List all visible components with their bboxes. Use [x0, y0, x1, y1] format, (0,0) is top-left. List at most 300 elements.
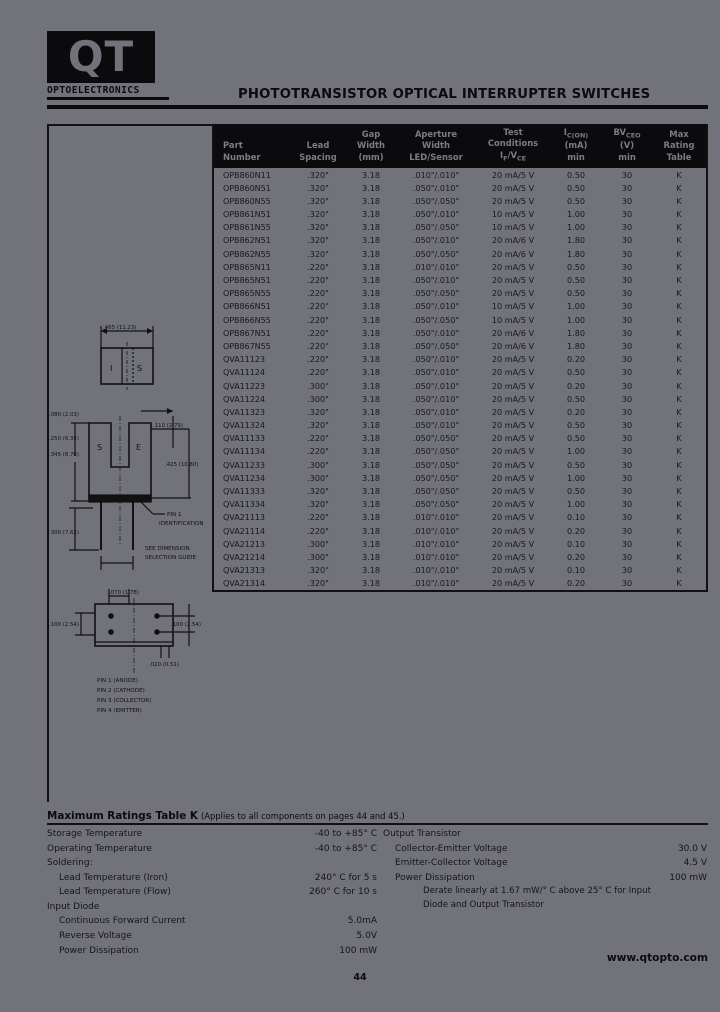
cell-part-number: QVA21114 [223, 525, 265, 536]
cell-part-number: QVA21214 [223, 551, 265, 562]
cell-part-number: QVA21113 [223, 512, 265, 523]
cell-bv-ceo: 30 [621, 459, 633, 470]
cell-gap-width: 3.18 [361, 367, 381, 378]
cell-part-number: QVA11234 [223, 472, 265, 483]
cell-max-rating-table: K [676, 446, 682, 457]
rating-value: 5.0V [356, 931, 377, 942]
pin-legend-3: PIN 3 (COLLECTOR) [97, 698, 152, 704]
rating-line [47, 856, 377, 871]
cell-test-conditions: 20 mA/5 V [491, 525, 535, 536]
cell-lead-spacing: .220" [307, 340, 329, 351]
cell-gap-width: 3.18 [361, 578, 381, 589]
cell-test-conditions: 20 mA/5 V [491, 195, 535, 206]
website-link[interactable]: www.qtopto.com [606, 952, 708, 964]
cell-ic-on: 0.50 [566, 459, 586, 470]
dim-bottom-pin: .020 (0.51) [149, 662, 179, 668]
table-row [214, 366, 706, 379]
cell-bv-ceo: 30 [621, 406, 633, 417]
cell-bv-ceo: 30 [621, 182, 633, 193]
rating-label: Input Diode [47, 901, 100, 912]
cell-ic-on: 0.20 [566, 380, 586, 391]
cell-part-number: OPB861N55 [223, 222, 271, 233]
table-row [214, 313, 706, 326]
rating-line [47, 929, 377, 944]
rating-label: Lead Temperature (Iron) [59, 872, 168, 883]
table-row [214, 234, 706, 247]
cell-aperture-width: .050"/.010" [412, 327, 460, 338]
rating-label: Collector-Emitter Voltage [395, 843, 508, 854]
cell-part-number: QVA21313 [223, 565, 265, 576]
cell-bv-ceo: 30 [621, 327, 633, 338]
cell-ic-on: 1.80 [566, 235, 586, 246]
cell-max-rating-table: K [676, 340, 682, 351]
cell-part-number: OPB866N55 [223, 314, 271, 325]
cell-ic-on: 0.50 [566, 275, 586, 286]
cell-ic-on: 0.10 [566, 538, 586, 549]
cell-gap-width: 3.18 [361, 565, 381, 576]
column-header-aperture-width: Aperture Width LED/Sensor [396, 124, 476, 168]
cell-test-conditions: 20 mA/5 V [491, 433, 535, 444]
cell-bv-ceo: 30 [621, 235, 633, 246]
label-s-side: S [97, 443, 103, 452]
cell-part-number: QVA11324 [223, 420, 265, 431]
maximum-ratings-section [47, 810, 708, 958]
rating-line [47, 885, 377, 900]
cell-lead-spacing: .320" [307, 235, 329, 246]
derate-note: Derate linearly at 1.67 mW/° C above 25° C for Input [423, 886, 651, 897]
derate-note: Diode and Output Transistor [423, 900, 544, 911]
dim-bottom-top: .070 (1.78) [109, 590, 139, 596]
table-row [214, 564, 706, 577]
cell-bv-ceo: 30 [621, 578, 633, 589]
rating-line [383, 871, 707, 886]
rating-value: 240° C for 5 s [314, 872, 377, 883]
cell-aperture-width: .010"/.010" [412, 512, 460, 523]
table-row [214, 577, 706, 590]
cell-part-number: OPB860N11 [223, 169, 271, 180]
cell-max-rating-table: K [676, 433, 682, 444]
table-row [214, 168, 706, 181]
cell-max-rating-table: K [676, 354, 682, 365]
pin-legend-4: PIN 4 (EMITTER) [97, 708, 142, 714]
cell-lead-spacing: .320" [307, 248, 329, 259]
cell-bv-ceo: 30 [621, 340, 633, 351]
cell-ic-on: 0.50 [566, 367, 586, 378]
label-led-top: I [110, 364, 113, 373]
pin-legend-1: PIN 1 (ANODE) [97, 678, 138, 684]
cell-ic-on: 0.50 [566, 420, 586, 431]
cell-gap-width: 3.18 [361, 288, 381, 299]
table-row [214, 445, 706, 458]
cell-test-conditions: 10 mA/5 V [491, 301, 535, 312]
mechanical-drawings [49, 126, 209, 798]
cell-gap-width: 3.18 [361, 538, 381, 549]
cell-gap-width: 3.18 [361, 235, 381, 246]
cell-max-rating-table: K [676, 301, 682, 312]
rating-label: Soldering: [47, 858, 93, 869]
rating-line [47, 944, 377, 959]
rating-label: Emitter-Collector Voltage [395, 858, 508, 869]
cell-ic-on: 0.20 [566, 578, 586, 589]
cell-aperture-width: .050"/.010" [412, 209, 460, 220]
cell-gap-width: 3.18 [361, 420, 381, 431]
dim-side-left-a: .250 (6.35) [49, 436, 79, 442]
cell-ic-on: 0.50 [566, 195, 586, 206]
cell-test-conditions: 20 mA/5 V [491, 538, 535, 549]
cell-test-conditions: 20 mA/5 V [491, 354, 535, 365]
rating-line [47, 914, 377, 929]
cell-bv-ceo: 30 [621, 538, 633, 549]
cell-lead-spacing: .300" [307, 393, 329, 404]
cell-part-number: QVA11124 [223, 367, 265, 378]
cell-lead-spacing: .300" [307, 459, 329, 470]
cell-bv-ceo: 30 [621, 222, 633, 233]
cell-aperture-width: .050"/.050" [412, 195, 460, 206]
part-selection-table [212, 124, 708, 592]
table-row [214, 379, 706, 392]
cell-ic-on: 1.80 [566, 327, 586, 338]
cell-part-number: OPB861N51 [223, 209, 271, 220]
cell-max-rating-table: K [676, 327, 682, 338]
cell-test-conditions: 20 mA/5 V [491, 446, 535, 457]
cell-gap-width: 3.18 [361, 314, 381, 325]
table-row [214, 471, 706, 484]
cell-part-number: OPB867N51 [223, 327, 271, 338]
table-row [214, 260, 706, 273]
table-row [214, 326, 706, 339]
cell-part-number: QVA11333 [223, 486, 265, 497]
rating-line [47, 827, 377, 842]
cell-lead-spacing: .220" [307, 446, 329, 457]
cell-part-number: OPB866N51 [223, 301, 271, 312]
cell-part-number: QVA11334 [223, 499, 265, 510]
table-header-row [214, 124, 706, 168]
cell-max-rating-table: K [676, 578, 682, 589]
cell-aperture-width: .050"/.050" [412, 288, 460, 299]
cell-gap-width: 3.18 [361, 380, 381, 391]
column-header-ic-on: $I_{C(ON)}$ (mA) min [550, 124, 602, 168]
cell-lead-spacing: .320" [307, 209, 329, 220]
cell-part-number: QVA11224 [223, 393, 265, 404]
rating-label: Output Transistor [383, 829, 461, 839]
cell-test-conditions: 20 mA/5 V [491, 288, 535, 299]
cell-lead-spacing: .220" [307, 275, 329, 286]
table-row [214, 194, 706, 207]
cell-aperture-width: .050"/.010" [412, 354, 460, 365]
cell-part-number: OPB865N55 [223, 288, 271, 299]
cell-test-conditions: 20 mA/5 V [491, 406, 535, 417]
cell-gap-width: 3.18 [361, 222, 381, 233]
cell-test-conditions: 20 mA/5 V [491, 459, 535, 470]
cell-part-number: QVA11223 [223, 380, 265, 391]
cell-ic-on: 0.50 [566, 182, 586, 193]
cell-gap-width: 3.18 [361, 182, 381, 193]
cell-lead-spacing: .220" [307, 314, 329, 325]
cell-max-rating-table: K [676, 486, 682, 497]
cell-ic-on: 1.00 [566, 222, 586, 233]
cell-gap-width: 3.18 [361, 393, 381, 404]
table-row [214, 405, 706, 418]
cell-ic-on: 1.00 [566, 314, 586, 325]
table-row [214, 524, 706, 537]
table-row [214, 287, 706, 300]
table-row [214, 419, 706, 432]
cell-bv-ceo: 30 [621, 551, 633, 562]
rating-line [383, 827, 707, 842]
cell-ic-on: 1.80 [566, 248, 586, 259]
cell-lead-spacing: .300" [307, 380, 329, 391]
cell-max-rating-table: K [676, 235, 682, 246]
cell-ic-on: 0.50 [566, 486, 586, 497]
ratings-divider [47, 823, 708, 825]
cell-part-number: QVA11323 [223, 406, 265, 417]
cell-bv-ceo: 30 [621, 248, 633, 259]
table-row [214, 208, 706, 221]
package-outline-drawing [49, 126, 209, 798]
cell-part-number: QVA11134 [223, 446, 265, 457]
label-sensor-top: S [137, 364, 143, 373]
cell-bv-ceo: 30 [621, 367, 633, 378]
cell-test-conditions: 20 mA/5 V [491, 512, 535, 523]
cell-lead-spacing: .220" [307, 354, 329, 365]
cell-aperture-width: .050"/.050" [412, 433, 460, 444]
column-header-test-conditions: Test Conditions $I_F/V_{CE}$ [476, 124, 550, 168]
cell-gap-width: 3.18 [361, 433, 381, 444]
cell-bv-ceo: 30 [621, 472, 633, 483]
rating-value: 260° C for 10 s [309, 887, 377, 898]
cell-ic-on: 0.10 [566, 512, 586, 523]
cell-test-conditions: 20 mA/6 V [491, 327, 535, 338]
table-row [214, 300, 706, 313]
cell-gap-width: 3.18 [361, 499, 381, 510]
rating-line [47, 900, 377, 915]
cell-test-conditions: 10 mA/5 V [491, 314, 535, 325]
table-row [214, 511, 706, 524]
cell-gap-width: 3.18 [361, 327, 381, 338]
cell-aperture-width: .050"/.050" [412, 472, 460, 483]
cell-test-conditions: 10 mA/5 V [491, 222, 535, 233]
title-divider [47, 105, 708, 109]
cell-test-conditions: 20 mA/5 V [491, 420, 535, 431]
cell-part-number: OPB860N55 [223, 195, 271, 206]
cell-part-number: QVA11123 [223, 354, 265, 365]
cell-test-conditions: 20 mA/5 V [491, 169, 535, 180]
cell-lead-spacing: .320" [307, 406, 329, 417]
cell-aperture-width: .050"/.050" [412, 446, 460, 457]
rating-label: Power Dissipation [395, 872, 475, 883]
table-row [214, 458, 706, 471]
dim-side-left-c: .300 (7.62) [49, 530, 79, 536]
cell-max-rating-table: K [676, 182, 682, 193]
cell-part-number: OPB862N51 [223, 235, 271, 246]
dim-top-width: .465 (11.23) [103, 325, 137, 331]
cell-max-rating-table: K [676, 195, 682, 206]
maximum-ratings-heading: Maximum Ratings Table K [47, 810, 198, 822]
cell-ic-on: 0.50 [566, 393, 586, 404]
page-number: 44 [353, 972, 367, 983]
cell-part-number: OPB860N51 [223, 182, 271, 193]
cell-max-rating-table: K [676, 367, 682, 378]
cell-bv-ceo: 30 [621, 169, 633, 180]
rating-label: Power Dissipation [59, 945, 139, 956]
cell-part-number: OPB865N11 [223, 261, 271, 272]
cell-part-number: QVA11133 [223, 433, 265, 444]
ratings-left-column [47, 827, 377, 958]
table-row [214, 181, 706, 194]
cell-aperture-width: .010"/.010" [412, 525, 460, 536]
cell-test-conditions: 10 mA/5 V [491, 209, 535, 220]
cell-lead-spacing: .220" [307, 288, 329, 299]
cell-test-conditions: 20 mA/5 V [491, 565, 535, 576]
cell-test-conditions: 20 mA/5 V [491, 499, 535, 510]
cell-aperture-width: .050"/.010" [412, 182, 460, 193]
cell-lead-spacing: .320" [307, 486, 329, 497]
cell-lead-spacing: .320" [307, 222, 329, 233]
cell-bv-ceo: 30 [621, 433, 633, 444]
table-row [214, 221, 706, 234]
dim-bottom-right: .100 (2.54) [171, 622, 201, 628]
cell-test-conditions: 20 mA/5 V [491, 578, 535, 589]
cell-bv-ceo: 30 [621, 565, 633, 576]
cell-aperture-width: .050"/.010" [412, 275, 460, 286]
cell-gap-width: 3.18 [361, 340, 381, 351]
column-header-lead-spacing: Lead Spacing [290, 124, 346, 168]
cell-lead-spacing: .220" [307, 261, 329, 272]
rating-label: Lead Temperature (Flow) [59, 887, 171, 898]
cell-aperture-width: .050"/.010" [412, 406, 460, 417]
cell-max-rating-table: K [676, 314, 682, 325]
cell-test-conditions: 20 mA/5 V [491, 380, 535, 391]
cell-bv-ceo: 30 [621, 380, 633, 391]
cell-max-rating-table: K [676, 393, 682, 404]
dim-side-left-b: .345 (8.76) [49, 452, 79, 458]
cell-ic-on: 1.00 [566, 472, 586, 483]
callout-selection-guide: SELECTION GUIDE [145, 555, 196, 561]
qt-logo-subtitle: OPTOELECTRONICS [47, 85, 140, 96]
cell-test-conditions: 20 mA/6 V [491, 340, 535, 351]
cell-lead-spacing: .320" [307, 420, 329, 431]
cell-gap-width: 3.18 [361, 301, 381, 312]
cell-gap-width: 3.18 [361, 275, 381, 286]
cell-lead-spacing: .320" [307, 565, 329, 576]
cell-gap-width: 3.18 [361, 169, 381, 180]
cell-max-rating-table: K [676, 499, 682, 510]
cell-part-number: QVA11233 [223, 459, 265, 470]
cell-gap-width: 3.18 [361, 551, 381, 562]
cell-bv-ceo: 30 [621, 209, 633, 220]
cell-lead-spacing: .320" [307, 578, 329, 589]
cell-lead-spacing: .220" [307, 512, 329, 523]
cell-test-conditions: 20 mA/5 V [491, 551, 535, 562]
cell-test-conditions: 20 mA/5 V [491, 367, 535, 378]
cell-test-conditions: 20 mA/5 V [491, 275, 535, 286]
cell-aperture-width: .010"/.010" [412, 551, 460, 562]
cell-gap-width: 3.18 [361, 209, 381, 220]
cell-max-rating-table: K [676, 261, 682, 272]
cell-aperture-width: .010"/.010" [412, 578, 460, 589]
cell-bv-ceo: 30 [621, 499, 633, 510]
cell-bv-ceo: 30 [621, 512, 633, 523]
cell-ic-on: 0.50 [566, 433, 586, 444]
qt-logo-text: QT [67, 32, 135, 81]
cell-ic-on: 0.50 [566, 261, 586, 272]
cell-max-rating-table: K [676, 288, 682, 299]
callout-pin1-id: IDENTIFICATION [159, 521, 204, 527]
column-header-bv-ceo: $BV_{CEO}$ (V) min [602, 124, 652, 168]
cell-lead-spacing: .320" [307, 195, 329, 206]
cell-bv-ceo: 30 [621, 301, 633, 312]
cell-aperture-width: .010"/.010" [412, 538, 460, 549]
cell-lead-spacing: .300" [307, 551, 329, 562]
page-title: PHOTOTRANSISTOR OPTICAL INTERRUPTER SWITCHES [238, 87, 651, 102]
callout-pin1: PIN 1 [167, 512, 182, 518]
cell-ic-on: 1.80 [566, 340, 586, 351]
cell-test-conditions: 20 mA/5 V [491, 261, 535, 272]
cell-max-rating-table: K [676, 472, 682, 483]
cell-max-rating-table: K [676, 275, 682, 286]
cell-aperture-width: .050"/.050" [412, 314, 460, 325]
cell-lead-spacing: .220" [307, 301, 329, 312]
cell-ic-on: 0.50 [566, 169, 586, 180]
table-row [214, 550, 706, 563]
cell-test-conditions: 20 mA/5 V [491, 393, 535, 404]
table-row [214, 339, 706, 352]
maximum-ratings-note: (Applies to all components on pages 44 and 45.) [201, 811, 405, 821]
cell-ic-on: 0.20 [566, 406, 586, 417]
cell-max-rating-table: K [676, 169, 682, 180]
column-header-part-number: Part Number [214, 124, 290, 168]
cell-max-rating-table: K [676, 538, 682, 549]
cell-max-rating-table: K [676, 525, 682, 536]
cell-part-number: QVA21213 [223, 538, 265, 549]
cell-max-rating-table: K [676, 459, 682, 470]
cell-aperture-width: .050"/.010" [412, 367, 460, 378]
rating-value: -40 to +85° C [314, 829, 377, 839]
table-row [214, 247, 706, 260]
cell-ic-on: 0.10 [566, 565, 586, 576]
ratings-right-column [377, 827, 707, 958]
cell-aperture-width: .050"/.050" [412, 486, 460, 497]
cell-aperture-width: .050"/.010" [412, 235, 460, 246]
cell-max-rating-table: K [676, 406, 682, 417]
rating-line [47, 871, 377, 886]
cell-aperture-width: .050"/.050" [412, 459, 460, 470]
cell-aperture-width: .050"/.010" [412, 420, 460, 431]
dim-side-top: .080 (2.03) [49, 412, 79, 418]
cell-ic-on: 1.00 [566, 446, 586, 457]
cell-max-rating-table: K [676, 209, 682, 220]
cell-gap-width: 3.18 [361, 486, 381, 497]
cell-aperture-width: .050"/.010" [412, 380, 460, 391]
cell-part-number: QVA21314 [223, 578, 265, 589]
table-row [214, 432, 706, 445]
pin-legend-2: PIN 2 (CATHODE) [97, 688, 145, 694]
rating-value: -40 to +85° C [314, 843, 377, 854]
rating-label: Storage Temperature [47, 829, 143, 839]
cell-lead-spacing: .220" [307, 327, 329, 338]
table-row [214, 485, 706, 498]
cell-lead-spacing: .320" [307, 182, 329, 193]
cell-max-rating-table: K [676, 248, 682, 259]
cell-gap-width: 3.18 [361, 459, 381, 470]
rating-label: Continuous Forward Current [59, 916, 186, 927]
cell-lead-spacing: .320" [307, 499, 329, 510]
cell-ic-on: 1.00 [566, 209, 586, 220]
cell-ic-on: 0.20 [566, 354, 586, 365]
cell-lead-spacing: .300" [307, 472, 329, 483]
rating-line [383, 842, 707, 857]
table-row [214, 274, 706, 287]
